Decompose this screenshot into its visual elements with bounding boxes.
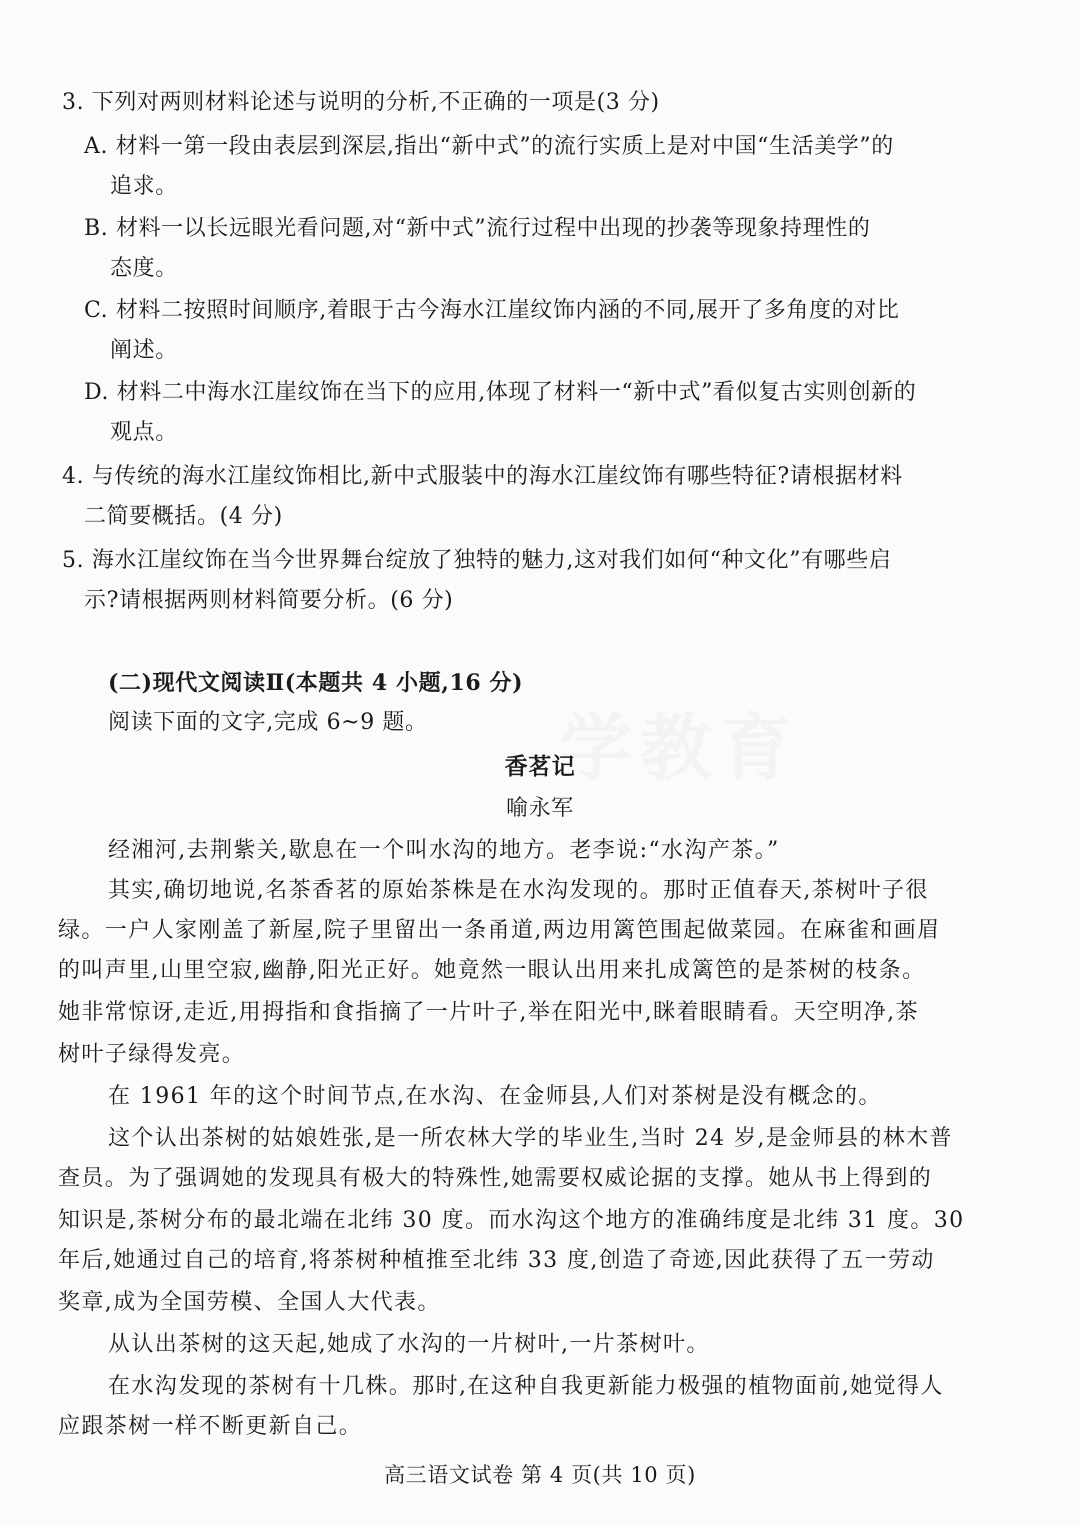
article-line: 这个认出茶树的姑娘姓张,是一所农林大学的毕业生,当时 24 岁,是金师县的林木普 [108, 1126, 953, 1151]
question-4-line-2: 二简要概括。(4 分) [84, 504, 283, 529]
question-5-line-2: 示?请根据两则材料简要分析。(6 分) [84, 588, 454, 613]
article-line: 她非常惊讶,走近,用拇指和食指摘了一片叶子,举在阳光中,眯着眼睛看。天空明净,茶 [58, 1000, 919, 1025]
question-3-stem: 3. 下列对两则材料论述与说明的分析,不正确的一项是(3 分) [62, 90, 660, 115]
watermark: 学教育 [560, 705, 801, 790]
article-line: 应跟茶树一样不断更新自己。 [58, 1414, 363, 1439]
question-4-line-1: 4. 与传统的海水江崖纹饰相比,新中式服装中的海水江崖纹饰有哪些特征?请根据材料 [62, 464, 903, 489]
question-3-option-a: A. 材料一第一段由表层到深层,指出“新中式”的流行实质上是对中国“生活美学”的 [84, 134, 894, 159]
question-3-option-d: D. 材料二中海水江崖纹饰在当下的应用,体现了材料一“新中式”看似复古实则创新的 [84, 380, 917, 405]
question-3-option-a-cont: 追求。 [110, 174, 178, 199]
article-line: 在 1961 年的这个时间节点,在水沟、在金师县,人们对茶树是没有概念的。 [108, 1084, 882, 1109]
article-line: 年后,她通过自己的培育,将茶树种植推至北纬 33 度,创造了奇迹,因此获得了五一劳动 [58, 1248, 935, 1273]
article-line: 绿。一户人家刚盖了新屋,院子里留出一条甬道,两边用篱笆围起做菜园。在麻雀和画眉 [58, 918, 941, 943]
article-line: 在水沟发现的茶树有十几株。那时,在这种自我更新能力极强的植物面前,她觉得人 [108, 1374, 944, 1399]
section-instruction: 阅读下面的文字,完成 6~9 题。 [108, 710, 428, 735]
page-footer: 高三语文试卷 第 4 页(共 10 页) [384, 1463, 696, 1487]
article-title: 香茗记 [504, 753, 576, 780]
question-3-option-b: B. 材料一以长远眼光看问题,对“新中式”流行过程中出现的抄袭等现象持理性的 [84, 216, 871, 241]
section-heading: (二)现代文阅读Ⅱ(本题共 4 小题,16 分) [108, 670, 524, 696]
question-3-option-c-cont: 阐述。 [110, 338, 178, 363]
article-line: 其实,确切地说,名茶香茗的原始茶株是在水沟发现的。那时正值春天,茶树叶子很 [108, 878, 929, 903]
article-line: 查员。为了强调她的发现具有极大的特殊性,她需要权威论据的支撑。她从书上得到的 [58, 1166, 933, 1191]
article-author: 喻永军 [506, 796, 574, 821]
question-5-line-1: 5. 海水江崖纹饰在当今世界舞台绽放了独特的魅力,这对我们如何“种文化”有哪些启 [62, 548, 892, 573]
article-line: 从认出茶树的这天起,她成了水沟的一片树叶,一片茶树叶。 [108, 1332, 710, 1357]
article-line: 奖章,成为全国劳模、全国人大代表。 [58, 1290, 441, 1315]
question-3-option-d-cont: 观点。 [110, 420, 178, 445]
article-line: 的叫声里,山里空寂,幽静,阳光正好。她竟然一眼认出用来扎成篱笆的是茶树的枝条。 [58, 958, 926, 983]
question-3-option-b-cont: 态度。 [110, 256, 178, 281]
question-3-option-c: C. 材料二按照时间顺序,着眼于古今海水江崖纹饰内涵的不同,展开了多角度的对比 [84, 298, 900, 323]
article-line: 经湘河,去荆紫关,歇息在一个叫水沟的地方。老李说:“水沟产茶。” [108, 838, 780, 863]
article-line: 树叶子绿得发亮。 [58, 1042, 246, 1067]
article-line: 知识是,茶树分布的最北端在北纬 30 度。而水沟这个地方的准确纬度是北纬 31 度。30 [58, 1208, 965, 1233]
